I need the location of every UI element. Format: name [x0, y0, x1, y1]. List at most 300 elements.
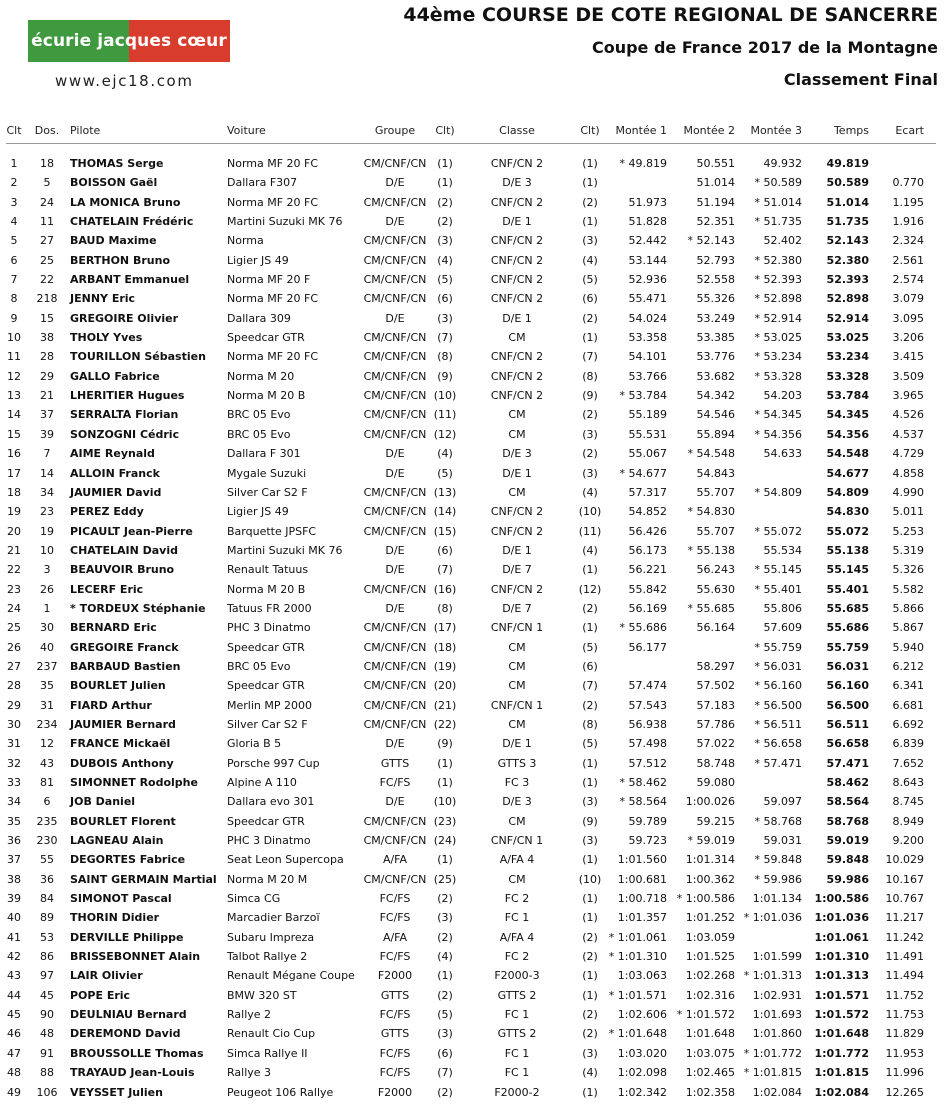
- cell-groupe: GTTS: [380, 756, 410, 770]
- cell-classe: D/E 1: [502, 466, 532, 480]
- cell-pilote: DUBOIS Anthony: [70, 756, 174, 770]
- cell-montee-2: 57.183: [696, 698, 735, 712]
- cell-groupe: CM/CNF/CN: [363, 331, 427, 345]
- cell-ecart: 11.242: [885, 930, 924, 944]
- cell-groupe-rank: (5): [437, 273, 453, 287]
- cell-groupe-rank: (24): [433, 834, 457, 848]
- cell-dos: 43: [40, 756, 54, 770]
- cell-classe: CM: [508, 408, 526, 422]
- cell-classe: FC 1: [504, 1046, 530, 1060]
- cell-ecart: 8.643: [892, 776, 924, 789]
- cell-clt: 19: [7, 505, 21, 519]
- cell-groupe: CM/CNF/CN: [363, 157, 427, 170]
- cell-voiture: Norma M 20 M: [227, 872, 308, 886]
- cell-montee-3: * 52.393: [754, 273, 802, 287]
- col-pilote: Pilote: [70, 124, 101, 137]
- cell-groupe-rank: (20): [433, 679, 457, 693]
- table-row: [0, 621, 950, 640]
- cell-temps: 56.511: [826, 717, 869, 731]
- cell-montee-1: * 1:01.571: [608, 988, 667, 1002]
- cell-voiture: Simca Rallye II: [227, 1046, 308, 1060]
- cell-montee-1: 53.358: [628, 331, 667, 345]
- cell-voiture: Norma MF 20 FC: [227, 195, 319, 209]
- col-montee-3: Montée 3: [750, 124, 802, 137]
- cell-pilote: JAUMIER Bernard: [70, 717, 176, 731]
- table-row: [0, 969, 950, 988]
- cell-dos: 86: [40, 950, 54, 964]
- cell-groupe: FC/FS: [379, 1008, 411, 1022]
- cell-classe: FC 1: [504, 1008, 530, 1022]
- cell-montee-2: 53.249: [696, 311, 735, 325]
- cell-dos: 234: [36, 717, 58, 731]
- cell-classe-rank: (1): [582, 988, 598, 1002]
- cell-voiture: Gloria B 5: [227, 737, 282, 751]
- table-row: [0, 834, 950, 853]
- cell-montee-3: * 55.759: [754, 640, 802, 654]
- cell-groupe-rank: (3): [437, 234, 453, 248]
- cell-montee-3: * 54.356: [754, 427, 802, 441]
- cell-groupe: D/E: [385, 447, 405, 461]
- website-link[interactable]: www.ejc18.com: [55, 72, 194, 90]
- cell-clt: 14: [7, 408, 21, 422]
- cell-montee-2: 1:01.525: [685, 950, 735, 964]
- cell-ecart: 6.839: [892, 737, 924, 751]
- cell-voiture: Speedcar GTR: [227, 640, 305, 654]
- cell-pilote: BERTHON Bruno: [70, 253, 170, 267]
- cell-ecart: 9.200: [892, 834, 924, 848]
- cell-dos: 45: [40, 988, 54, 1002]
- cell-montee-1: 57.512: [628, 756, 667, 770]
- table-row: [0, 757, 950, 776]
- cell-classe: CM: [508, 814, 526, 828]
- cell-temps: 50.589: [826, 176, 869, 190]
- table-row: [0, 1086, 950, 1105]
- cell-groupe-rank: (22): [433, 717, 457, 731]
- cell-pilote: ARBANT Emmanuel: [70, 273, 190, 287]
- cell-voiture: Rallye 3: [227, 1066, 272, 1080]
- cell-montee-3: 52.402: [763, 234, 802, 248]
- cell-montee-1: 57.543: [628, 698, 667, 712]
- cell-montee-2: 57.022: [696, 737, 735, 751]
- cell-montee-1: 56.938: [628, 717, 667, 731]
- cell-groupe-rank: (15): [433, 524, 457, 538]
- cell-groupe: FC/FS: [379, 911, 411, 925]
- cell-voiture: BRC 05 Evo: [227, 659, 291, 673]
- cell-pilote: DEREMOND David: [70, 1027, 181, 1041]
- table-row: [0, 699, 950, 718]
- cell-dos: 237: [36, 659, 58, 673]
- table-row: [0, 892, 950, 911]
- cell-ecart: 4.526: [892, 408, 924, 422]
- cell-voiture: Merlin MP 2000: [227, 698, 312, 712]
- header-divider: [6, 143, 936, 144]
- cell-classe: D/E 1: [502, 215, 532, 229]
- cell-ecart: 10.167: [885, 872, 924, 886]
- cell-temps: 1:01.572: [814, 1008, 869, 1022]
- cell-classe: CNF/CN 2: [490, 234, 544, 248]
- cell-groupe-rank: (19): [433, 659, 457, 673]
- cell-pilote: JOB Daniel: [70, 795, 136, 809]
- cell-classe-rank: (11): [578, 524, 602, 538]
- cell-groupe: A/FA: [382, 853, 408, 867]
- cell-clt: 37: [7, 853, 21, 867]
- cell-ecart: 3.509: [892, 369, 924, 383]
- cell-montee-2: 50.551: [696, 157, 735, 170]
- cell-montee-1: 56.169: [628, 601, 667, 615]
- cell-temps: 56.500: [826, 698, 869, 712]
- cell-clt: 29: [7, 698, 21, 712]
- cell-montee-1: 1:03.020: [617, 1046, 667, 1060]
- cell-pilote: AIME Reynald: [70, 447, 155, 461]
- cell-dos: 106: [36, 1085, 58, 1099]
- cell-groupe: GTTS: [380, 988, 410, 1002]
- cell-classe: FC 1: [504, 1066, 530, 1080]
- cell-classe-rank: (2): [582, 195, 598, 209]
- cell-montee-3: * 1:01.313: [743, 969, 802, 983]
- table-row: [0, 776, 950, 795]
- cell-dos: 1: [43, 601, 51, 615]
- cell-montee-2: * 59.019: [687, 834, 735, 848]
- cell-groupe-rank: (2): [437, 930, 453, 944]
- table-row: [0, 1008, 950, 1027]
- cell-ecart: 5.582: [892, 582, 924, 596]
- cell-classe-rank: (2): [582, 950, 598, 964]
- cell-voiture: Ligier JS 49: [227, 253, 289, 267]
- table-row: [0, 215, 950, 234]
- cell-clt: 32: [7, 756, 21, 770]
- cell-montee-1: 1:03.063: [617, 969, 667, 983]
- cell-groupe-rank: (25): [433, 872, 457, 886]
- cell-voiture: Norma M 20 B: [227, 582, 306, 596]
- table-row: [0, 737, 950, 756]
- cell-montee-1: 57.317: [628, 485, 667, 499]
- cell-montee-1: 1:02.342: [617, 1085, 667, 1099]
- cell-classe-rank: (1): [582, 331, 598, 345]
- table-row: [0, 544, 950, 563]
- cell-classe: CNF/CN 2: [490, 350, 544, 364]
- cell-voiture: Porsche 997 Cup: [227, 756, 320, 770]
- cell-classe-rank: (1): [582, 1085, 598, 1099]
- cell-clt: 34: [7, 795, 21, 809]
- cell-pilote: BRISSEBONNET Alain: [70, 950, 201, 964]
- cell-clt: 16: [7, 447, 21, 461]
- cell-montee-2: 52.558: [696, 273, 735, 287]
- table-row: [0, 331, 950, 350]
- cell-groupe-rank: (12): [433, 427, 457, 441]
- logo-text: écurie jacques cœur: [31, 31, 227, 51]
- cell-montee-3: 59.097: [763, 795, 802, 809]
- cell-voiture: Talbot Rallye 2: [227, 950, 308, 964]
- cell-montee-2: * 52.143: [687, 234, 735, 248]
- cell-temps: 54.677: [826, 466, 869, 480]
- cell-classe-rank: (3): [582, 427, 598, 441]
- cell-dos: 36: [40, 872, 54, 886]
- cell-groupe: CM/CNF/CN: [363, 427, 427, 441]
- col-montee-2: Montée 2: [683, 124, 735, 137]
- cell-voiture: BRC 05 Evo: [227, 408, 291, 422]
- cell-montee-2: 54.843: [696, 466, 735, 480]
- cell-clt: 49: [7, 1085, 21, 1099]
- table-row: [0, 563, 950, 582]
- cell-groupe-rank: (2): [437, 215, 453, 229]
- cell-montee-3: * 52.914: [754, 311, 802, 325]
- cell-groupe: CM/CNF/CN: [363, 273, 427, 287]
- table-row: [0, 989, 950, 1008]
- cell-montee-2: 55.707: [696, 524, 735, 538]
- cell-groupe-rank: (1): [437, 776, 453, 789]
- cell-pilote: ALLOIN Franck: [70, 466, 160, 480]
- cell-classe-rank: (1): [582, 776, 598, 789]
- cell-classe-rank: (4): [582, 485, 598, 499]
- cell-groupe: D/E: [385, 215, 405, 229]
- cell-temps: 55.145: [826, 563, 869, 577]
- cell-montee-1: 59.723: [628, 834, 667, 848]
- cell-classe-rank: (10): [578, 505, 602, 519]
- cell-dos: 38: [40, 331, 54, 345]
- table-row: [0, 447, 950, 466]
- cell-groupe-rank: (21): [433, 698, 457, 712]
- cell-montee-3: 1:02.931: [752, 988, 802, 1002]
- cell-classe: A/FA 4: [499, 930, 535, 944]
- cell-temps: 59.848: [826, 853, 869, 867]
- cell-montee-2: 56.243: [696, 563, 735, 577]
- cell-temps: 54.830: [826, 505, 869, 519]
- cell-classe: D/E 3: [502, 176, 532, 190]
- cell-montee-2: 55.894: [696, 427, 735, 441]
- cell-clt: 3: [10, 195, 18, 209]
- table-row: [0, 196, 950, 215]
- cell-montee-2: 1:02.358: [685, 1085, 735, 1099]
- cell-classe-rank: (3): [582, 466, 598, 480]
- cell-groupe: A/FA: [382, 930, 408, 944]
- cell-ecart: 1.916: [892, 215, 924, 229]
- cell-montee-3: 49.932: [763, 157, 802, 170]
- cell-clt: 35: [7, 814, 21, 828]
- cell-ecart: 11.217: [885, 911, 924, 925]
- cell-temps: 56.031: [826, 659, 869, 673]
- cell-ecart: 4.990: [892, 485, 924, 499]
- cell-dos: 27: [40, 234, 54, 248]
- cell-groupe-rank: (7): [437, 563, 453, 577]
- cell-classe-rank: (5): [582, 273, 598, 287]
- cell-montee-1: * 1:01.310: [608, 950, 667, 964]
- cell-dos: 24: [40, 195, 54, 209]
- cell-groupe: CM/CNF/CN: [363, 814, 427, 828]
- cell-montee-2: 51.194: [696, 195, 735, 209]
- cell-pilote: LHERITIER Hugues: [70, 389, 185, 403]
- cell-groupe: D/E: [385, 311, 405, 325]
- cell-pilote: GALLO Fabrice: [70, 369, 160, 383]
- cell-clt: 41: [7, 930, 21, 944]
- cell-temps: 57.471: [826, 756, 869, 770]
- cell-groupe: D/E: [385, 563, 405, 577]
- cell-montee-3: * 55.072: [754, 524, 802, 538]
- cell-voiture: Norma: [227, 234, 264, 248]
- cell-classe: CM: [508, 717, 526, 731]
- cell-ecart: 3.965: [892, 389, 924, 403]
- cell-clt: 47: [7, 1046, 21, 1060]
- cell-montee-3: 54.203: [763, 389, 802, 403]
- cell-clt: 36: [7, 834, 21, 848]
- cell-dos: 21: [40, 389, 54, 403]
- col-voiture: Voiture: [227, 124, 266, 137]
- cell-ecart: 6.692: [892, 717, 924, 731]
- cell-dos: 30: [40, 621, 54, 635]
- cell-classe-rank: (5): [582, 737, 598, 751]
- cell-clt: 6: [10, 253, 18, 267]
- cell-groupe: FC/FS: [379, 950, 411, 964]
- cell-temps: 52.898: [826, 292, 869, 306]
- cell-montee-1: 57.498: [628, 737, 667, 751]
- cell-montee-2: 56.164: [696, 621, 735, 635]
- cell-temps: 55.401: [826, 582, 869, 596]
- cell-groupe-rank: (8): [437, 350, 453, 364]
- cell-montee-3: * 54.809: [754, 485, 802, 499]
- cell-montee-1: 56.173: [628, 543, 667, 557]
- cell-voiture: Mygale Suzuki: [227, 466, 307, 480]
- cell-montee-2: 59.080: [696, 776, 735, 789]
- cell-montee-3: 55.534: [763, 543, 802, 557]
- cell-classe: GTTS 3: [497, 756, 537, 770]
- cell-montee-3: 59.031: [763, 834, 802, 848]
- cell-montee-2: * 55.685: [687, 601, 735, 615]
- cell-groupe-rank: (1): [437, 969, 453, 983]
- cell-pilote: * TORDEUX Stéphanie: [70, 601, 206, 615]
- table-row: [0, 873, 950, 892]
- cell-groupe: CM/CNF/CN: [363, 292, 427, 306]
- cell-montee-1: 1:00.681: [617, 872, 667, 886]
- cell-montee-2: * 54.548: [687, 447, 735, 461]
- cell-montee-3: * 51.014: [754, 195, 802, 209]
- cell-montee-3: * 56.511: [754, 717, 802, 731]
- cell-voiture: Dallara F 301: [227, 447, 301, 461]
- table-row: [0, 370, 950, 389]
- cell-dos: 23: [40, 505, 54, 519]
- cell-groupe: D/E: [385, 737, 405, 751]
- cell-ecart: 6.212: [892, 659, 924, 673]
- table-row: [0, 602, 950, 621]
- table-row: [0, 428, 950, 447]
- cell-pilote: BARBAUD Bastien: [70, 659, 181, 673]
- cell-clt: 30: [7, 717, 21, 731]
- cell-ecart: 11.491: [885, 950, 924, 964]
- cell-clt: 15: [7, 427, 21, 441]
- cell-temps: 1:01.648: [814, 1027, 869, 1041]
- cell-pilote: SIMONOT Pascal: [70, 892, 172, 906]
- cell-montee-1: 55.471: [628, 292, 667, 306]
- cell-pilote: PEREZ Eddy: [70, 505, 144, 519]
- cell-pilote: FIARD Arthur: [70, 698, 152, 712]
- cell-groupe: CM/CNF/CN: [363, 408, 427, 422]
- cell-ecart: 11.752: [885, 988, 924, 1002]
- cell-classe-rank: (7): [582, 350, 598, 364]
- table-row: [0, 234, 950, 253]
- cell-temps: 54.809: [826, 485, 869, 499]
- cell-montee-2: 53.776: [696, 350, 735, 364]
- cell-voiture: Silver Car S2 F: [227, 485, 308, 499]
- cell-ecart: 4.858: [892, 466, 924, 480]
- cell-voiture: Simca CG: [227, 892, 281, 906]
- cell-voiture: Speedcar GTR: [227, 814, 305, 828]
- cell-temps: 53.025: [826, 331, 869, 345]
- cell-montee-1: 54.101: [628, 350, 667, 364]
- cell-dos: 35: [40, 679, 54, 693]
- col-clt: Clt: [6, 124, 22, 137]
- cell-temps: 1:01.815: [814, 1066, 869, 1080]
- cell-voiture: Norma MF 20 FC: [227, 157, 319, 170]
- cell-groupe: D/E: [385, 176, 405, 190]
- cell-dos: 40: [40, 640, 54, 654]
- cell-temps: 59.986: [826, 872, 869, 886]
- cell-montee-2: 58.748: [696, 756, 735, 770]
- cell-groupe: CM/CNF/CN: [363, 505, 427, 519]
- table-row: [0, 486, 950, 505]
- cell-groupe-rank: (16): [433, 582, 457, 596]
- cell-temps: 53.234: [826, 350, 869, 364]
- cell-dos: 97: [40, 969, 54, 983]
- cell-classe: CNF/CN 2: [490, 505, 544, 519]
- cell-groupe: CM/CNF/CN: [363, 872, 427, 886]
- cell-pilote: BAUD Maxime: [70, 234, 157, 248]
- page-title: 44ème COURSE DE COTE REGIONAL DE SANCERRE: [403, 4, 938, 26]
- cell-ecart: 2.574: [892, 273, 924, 287]
- cell-temps: 55.072: [826, 524, 869, 538]
- cell-clt: 27: [7, 659, 21, 673]
- cell-clt: 1: [10, 157, 18, 170]
- cell-groupe-rank: (6): [437, 292, 453, 306]
- cell-groupe-rank: (5): [437, 466, 453, 480]
- cell-clt: 24: [7, 601, 21, 615]
- cell-montee-2: 1:02.268: [685, 969, 735, 983]
- cell-groupe: F2000: [377, 1085, 413, 1099]
- cell-classe: D/E 7: [502, 563, 532, 577]
- cell-classe-rank: (9): [582, 814, 598, 828]
- cell-montee-3: 55.806: [763, 601, 802, 615]
- cell-groupe-rank: (4): [437, 253, 453, 267]
- cell-voiture: Peugeot 106 Rallye: [227, 1085, 334, 1099]
- cell-pilote: BOISSON Gaël: [70, 176, 158, 190]
- table-row: [0, 950, 950, 969]
- cell-groupe: CM/CNF/CN: [363, 350, 427, 364]
- cell-classe-rank: (3): [582, 234, 598, 248]
- cell-voiture: Renault Cio Cup: [227, 1027, 316, 1041]
- cell-ecart: 11.829: [885, 1027, 924, 1041]
- cell-montee-1: * 1:01.061: [608, 930, 667, 944]
- cell-temps: 55.685: [826, 601, 869, 615]
- table-row: [0, 1047, 950, 1066]
- cell-dos: 218: [36, 292, 58, 306]
- cell-montee-3: * 56.160: [754, 679, 802, 693]
- cell-groupe: CM/CNF/CN: [363, 659, 427, 673]
- cell-clt: 26: [7, 640, 21, 654]
- table-row: [0, 389, 950, 408]
- cell-montee-2: 52.351: [696, 215, 735, 229]
- table-row: [0, 525, 950, 544]
- cell-voiture: Rallye 2: [227, 1008, 272, 1022]
- cell-groupe-rank: (13): [433, 485, 457, 499]
- cell-groupe-rank: (1): [437, 157, 453, 170]
- cell-montee-2: 1:03.075: [685, 1046, 735, 1060]
- cell-groupe: D/E: [385, 795, 405, 809]
- cell-voiture: PHC 3 Dinatmo: [227, 834, 311, 848]
- cell-classe: D/E 3: [502, 447, 532, 461]
- table-row: [0, 292, 950, 311]
- cell-temps: 55.138: [826, 543, 869, 557]
- cell-classe-rank: (4): [582, 1066, 598, 1080]
- cell-montee-3: * 57.471: [754, 756, 802, 770]
- cell-clt: 40: [7, 911, 21, 925]
- cell-temps: 52.143: [826, 234, 869, 248]
